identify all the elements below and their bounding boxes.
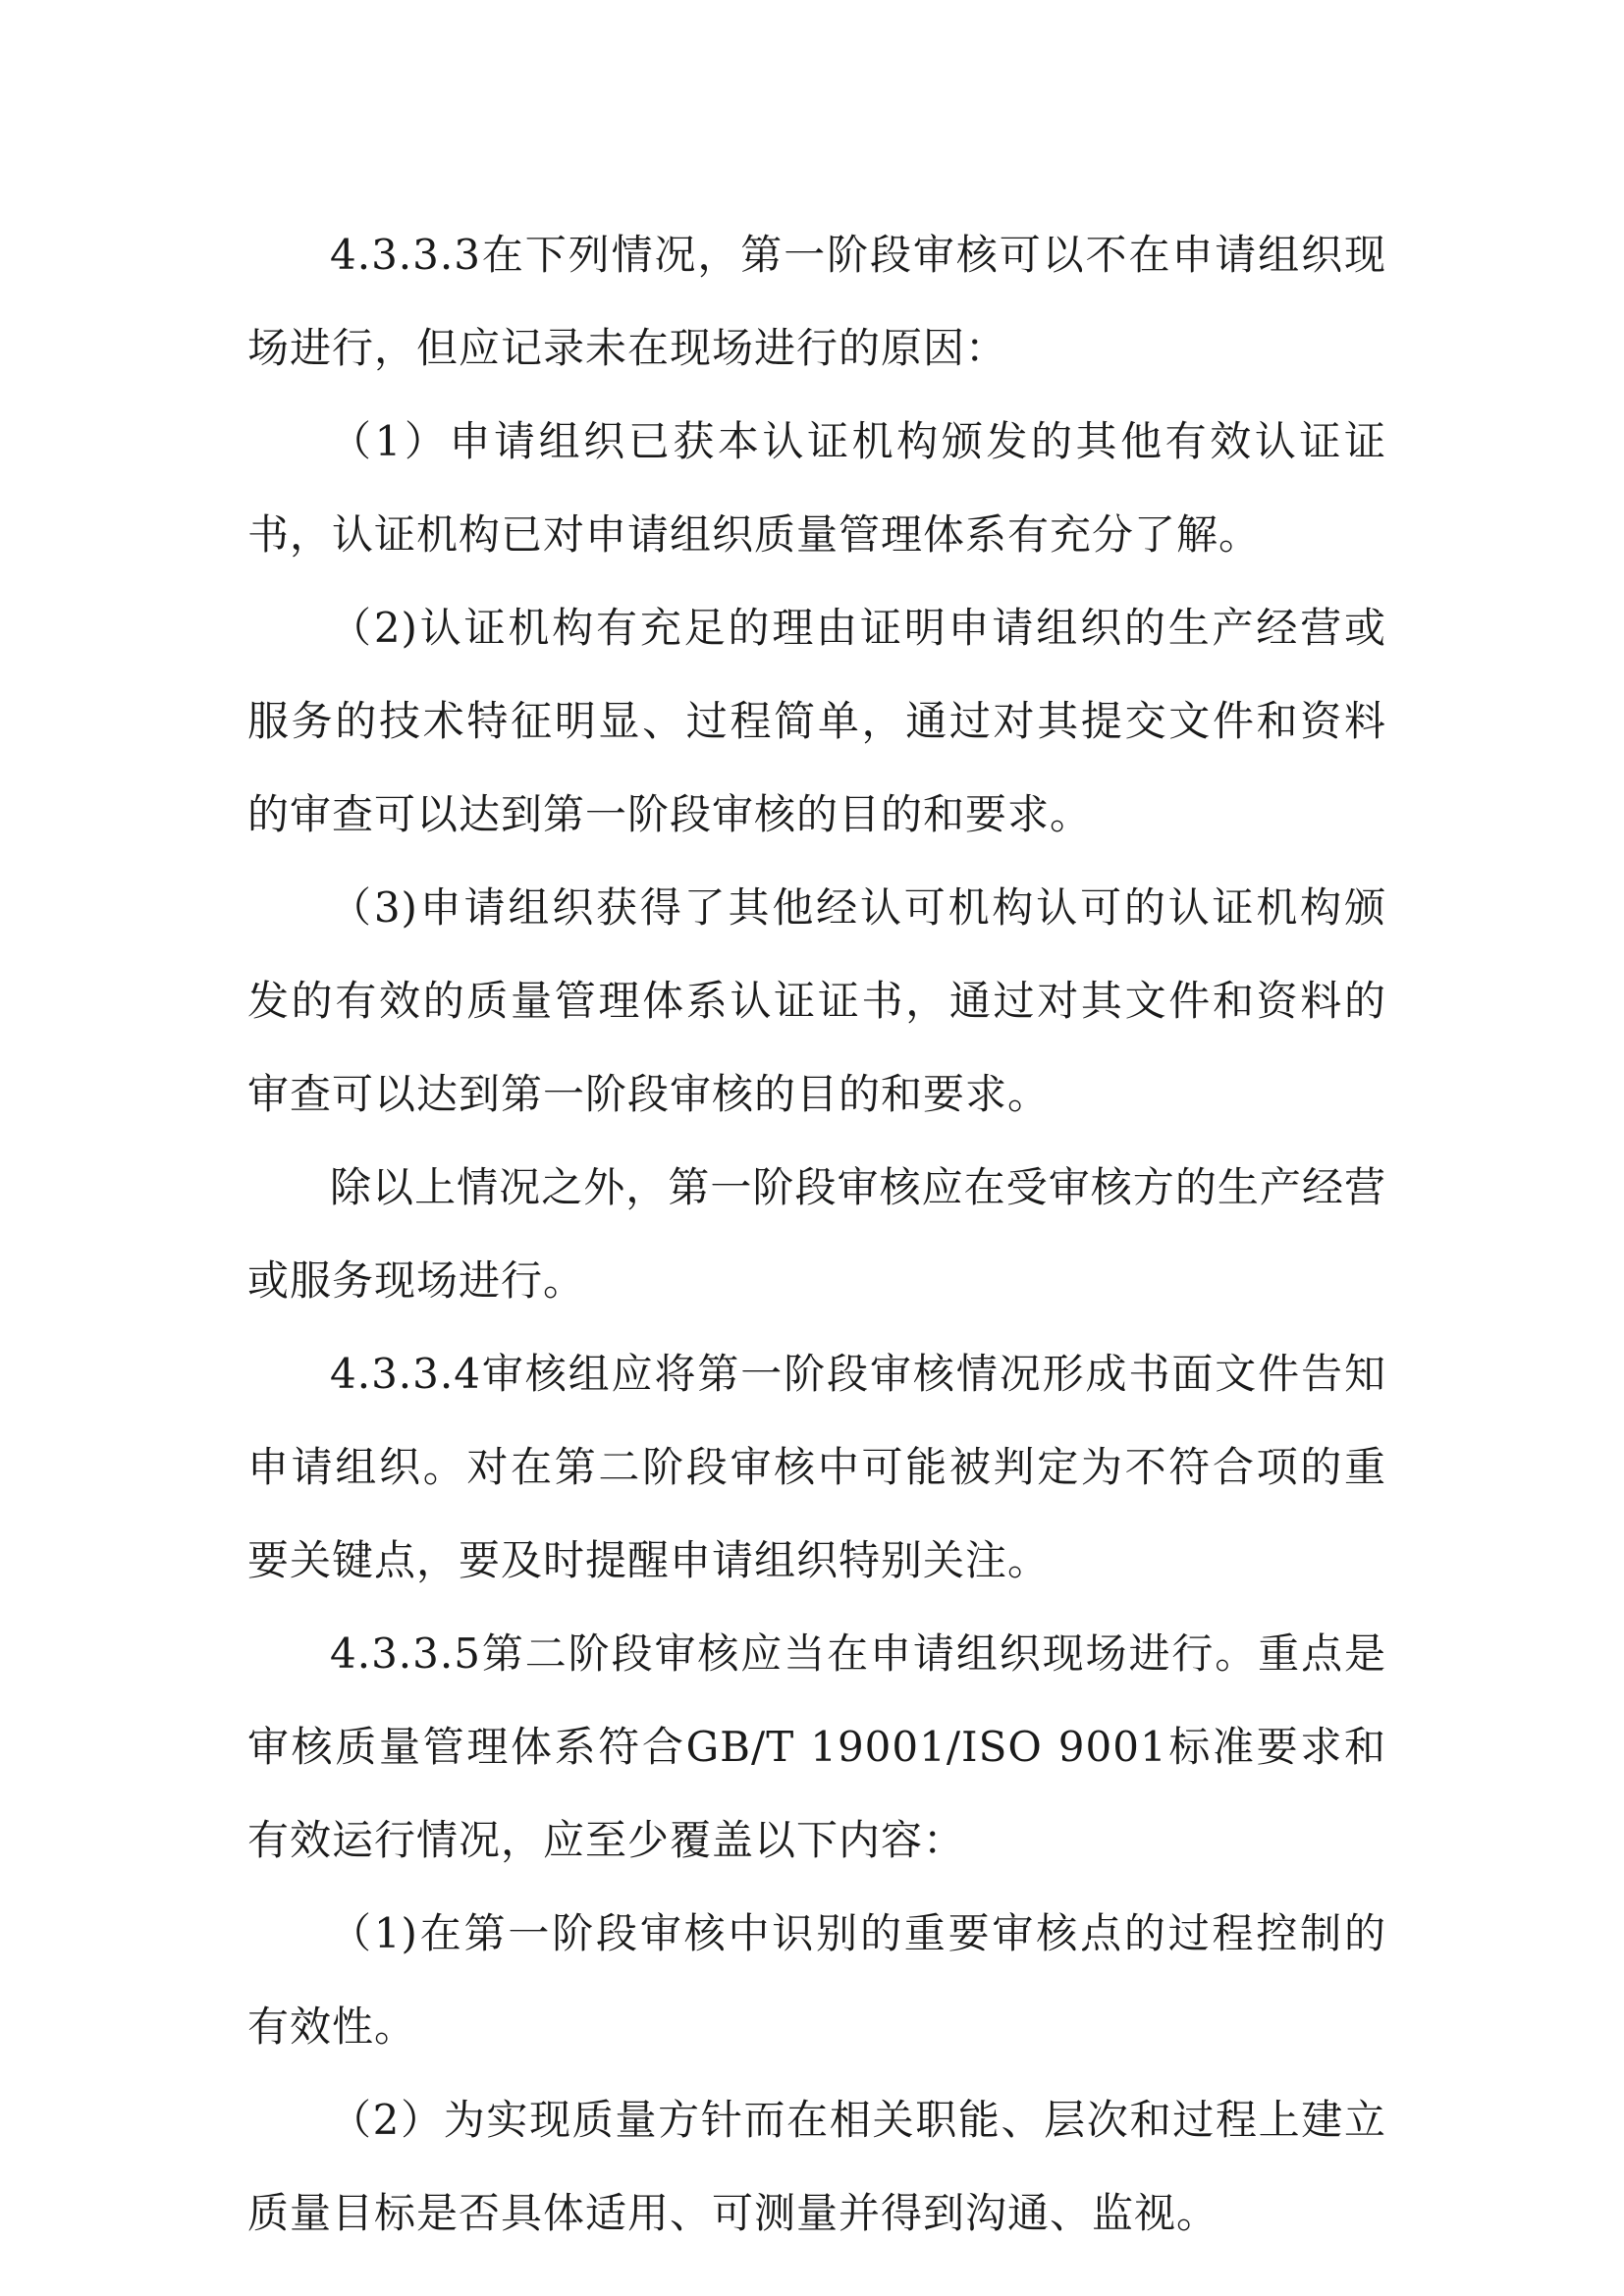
paragraph-stage2-item-1: （1)在第一阶段审核中识别的重要审核点的过程控制的有效性。	[247, 1909, 1386, 2051]
document-body	[247, 208, 1386, 2260]
paragraph-4-3-3-3: 4.3.3.3在下列情况，第一阶段审核可以不在申请组织现场进行，但应记录未在现场进行的原因：	[247, 231, 1386, 372]
paragraph-item-3: （3)申请组织获得了其他经认可机构认可的认证机构颁发的有效的质量管理体系认证证书，通过对其文件和资料的审查可以达到第一阶段审核的目的和要求。	[247, 883, 1386, 1118]
paragraph-item-1: （1）申请组织已获本认证机构颁发的其他有效认证证书，认证机构已对申请组织质量管理体系有充分了解。	[247, 417, 1386, 559]
paragraph-item-2: （2)认证机构有充足的理由证明申请组织的生产经营或服务的技术特征明显、过程简单，通过对其提交文件和资料的审查可以达到第一阶段审核的目的和要求。	[247, 604, 1386, 838]
paragraph-4-3-3-4: 4.3.3.4审核组应将第一阶段审核情况形成书面文件告知申请组织。对在第二阶段审核中可能被判定为不符合项的重要关键点，要及时提醒申请组织特别关注。	[247, 1350, 1386, 1584]
paragraph-otherwise: 除以上情况之外，第一阶段审核应在受审核方的生产经营或服务现场进行。	[247, 1163, 1386, 1305]
paragraph-4-3-3-5: 4.3.3.5第二阶段审核应当在申请组织现场进行。重点是审核质量管理体系符合GB/T 19001/ISO 9001标准要求和有效运行情况，应至少覆盖以下内容：	[247, 1629, 1386, 1864]
paragraph-stage2-item-2: （2）为实现质量方针而在相关职能、层次和过程上建立质量目标是否具体适用、可测量并得到沟通、监视。	[247, 2096, 1386, 2237]
